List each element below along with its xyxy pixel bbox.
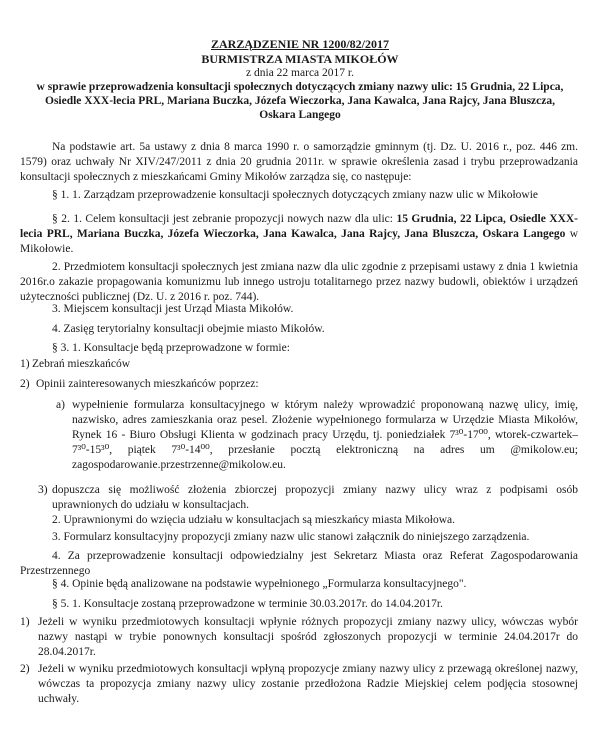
- document-subject: [30, 80, 570, 122]
- section-2-3: 3. Miejscem konsultacji jest Urząd Miasta Mikołów.: [52, 303, 294, 315]
- section-1: § 1. 1. Zarządzam przeprowadzenie konsultacji społecznych dotyczących zmiany nazw ulic w Mikołowie: [52, 189, 539, 201]
- section-2-1-intro: § 2. 1. Celem konsultacji jest zebranie propozycji nowych nazw dla ulic:: [52, 213, 393, 225]
- section-2-1: [20, 212, 578, 257]
- list-text: Zebrań mieszkańców: [32, 358, 131, 370]
- subject-streets: 15 Grudnia, 22 Lipca, Osiedle XXX-lecia PRL, Mariana Buczka, Józefa Wieczorka, Jana Kawalca, Jana Rajcy, Jana Bluszcza, Oskara Langego: [45, 81, 564, 121]
- section-4: § 4. Opinie będą analizowane na podstawie wypełnionego „Formularza konsultacyjnego".: [52, 578, 467, 590]
- list-text: wypełnienie formularza konsultacyjnego w którym należy wprowadzić proponowaną nazwę ulicy, imię, nazwisko, adres zamieszkania oraz pesel. Złożenie wypełnionego formularza w Urzędzie Miasta Mikołów, Rynek 16 - Biuro Obsługi Klienta w godzinach pracy Urzędu, tj. poniedziałek 7³⁰-17⁰⁰, wtorek-czwartek–7³⁰-15³⁰, piątek 7³⁰-14⁰⁰, przesłanie pocztą elektroniczną na adres um @mikolow.eu; zagospodarowanie.przestrzenne@mikolow.eu.: [72, 399, 578, 471]
- section-3-3: 3. Formularz konsultacyjny propozycji zmiany nazw ulic stanowi załącznik do niniejszego zarządzenia.: [52, 531, 530, 543]
- section-5-1: § 5. 1. Konsultacje zostaną przeprowadzone w terminie 30.03.2017r. do 14.04.2017r.: [52, 598, 443, 610]
- list-text: Opinii zainteresowanych mieszkańców poprzez:: [36, 378, 259, 390]
- list-number: 3): [38, 484, 48, 496]
- section-2-2: 2. Przedmiotem konsultacji społecznych jest zmiana nazw dla ulic zgodnie z przepisami ustawy z dnia 1 kwietnia 2016r.o zakazie propagowania komunizmu lub innego ustroju totalitarnego przez nazwy budowli, obiektów i urządzeń użyteczności publicznej (Dz. U. z 2016 r. poz. 744).: [20, 261, 578, 303]
- list-number: 2): [20, 663, 30, 675]
- section-3-2: 2. Uprawnionymi do wzięcia udziału w konsultacjach są mieszkańcy miasta Mikołowa.: [52, 514, 456, 526]
- section-2-4: 4. Zasięg terytorialny konsultacji obejmie miasto Mikołów.: [52, 323, 325, 335]
- section-2-1-streets: 15 Grudnia, 22 Lipca, Osiedle XXX-lecia PRL, Mariana Buczka, Józefa Wieczorka, Jana Kawalca, Jana Rajcy, Jana Bluszcza, Oskara Langego: [20, 213, 579, 240]
- list-text: dopuszcza się możliwość złożenia zbiorczej propozycji zmiany nazwy ulicy wraz z podpisami osób uprawnionych do udziału w konsultacjach.: [52, 484, 578, 511]
- subject-intro: w sprawie przeprowadzenia konsultacji społecznych dotyczących zmiany nazwy ulic:: [36, 81, 453, 93]
- preamble: Na podstawie art. 5a ustawy z dnia 8 marca 1990 r. o samorządzie gminnym (tj. Dz. U. 2016 r., poz. 446 zm. 1579) oraz uchwały Nr XIV/247/2011 z dnia 20 grudnia 2011r. w sprawie określenia zasad i trybu przeprowadzania konsultacji społecznych z mieszkańcami Gminy Mikołów zarządza się, co następuje:: [20, 141, 578, 183]
- document-date: z dnia 22 marca 2017 r.: [246, 67, 354, 79]
- list-number: 1): [20, 616, 30, 628]
- list-number: a): [56, 399, 65, 411]
- issuing-authority: BURMISTRZA MIASTA MIKOŁÓW: [201, 52, 399, 66]
- document-title: ZARZĄDZENIE NR 1200/82/2017: [210, 37, 390, 51]
- section-3-1: § 3. 1. Konsultacje będą przeprowadzone w formie:: [52, 342, 290, 354]
- list-number: 1): [20, 358, 30, 370]
- section-3-4: 4. Za przeprowadzenie konsultacji odpowiedzialny jest Sekretarz Miasta oraz Referat Zagospodarowania Przestrzennego: [20, 550, 578, 577]
- section-2-1-suffix: w Mikołowie.: [20, 228, 578, 255]
- list-number: 2): [20, 378, 30, 390]
- list-text: Jeżeli w wyniku przedmiotowych konsultacji wpłynie różnych propozycji zmiany nazwy ulicy, wówczas wybór nazwy nastąpi w trybie ponownych konsultacji spośród zgłoszonych propozycji w terminie 24.04.2017r do 28.04.2017r.: [38, 616, 578, 658]
- list-text: Jeżeli w wyniku przedmiotowych konsultacji wpłyną propozycje zmiany nazwy ulicy z przewagą określonej nazwy, wówczas ta propozycja zmiany nazwy ulicy zostanie przedłożona Radzie Miejskiej celem podjęcia stosownej uchwały.: [38, 663, 578, 705]
